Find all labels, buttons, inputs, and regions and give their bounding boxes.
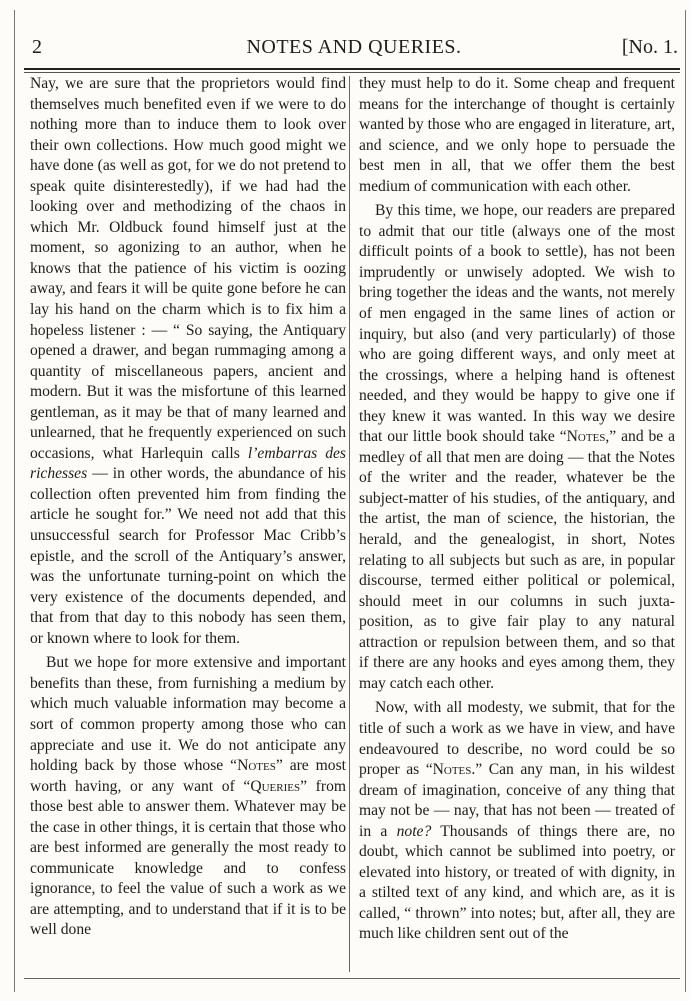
column-divider: [349, 76, 350, 972]
page-number: 2: [32, 36, 42, 58]
smallcaps-notes: Notes: [432, 761, 472, 779]
page-header: [28, 36, 680, 66]
right-paragraph-1: they must help to do it. Some cheap and frequent means for the interchange of thought is certainly wanted by those who are engaged in literature, art, and science, and we only hope to persuade the best men in all, that we offer them the best medium of communication with each other.: [359, 75, 675, 195]
right-column: [359, 74, 675, 964]
smallcaps-queries: Queries: [250, 777, 301, 795]
left-column: [30, 74, 346, 964]
smallcaps-notes: Notes: [237, 757, 276, 775]
footer-rule: [24, 978, 680, 979]
left-paragraph-2: But we hope for more extensive and important benefits than these, from furnishing a medium by which much valuable information may become a sort of common property among those who can appreciate and use it. We do not anticipate any holding back by those whose “Notes” are most worth having, or any want of “Queries” from those best able to answer them. Whatever may be the case in other things, it is certain that those who are best informed are generally the most ready to communicate knowledge and to confess ignorance, to feel the value of such a work as we are attempting, and to understand that if it is to be well done: [30, 654, 346, 939]
running-title: NOTES AND QUERIES.: [246, 36, 462, 58]
left-paragraph-1: Nay, we are sure that the proprietors would find themselves much benefited even if we were to do nothing more than to induce them to look over their own collections. How much good might we have done (as well as got, for we do not pretend to speak quite disinterestedly), if we had had the looking over and methodizing of the chaos in which Mr. Oldbuck found himself just at the moment, so agonizing to an author, when he knows that the patience of his victim is oozing away, and fears it will be quite gone before he can lay his hand on the charm which is to fix him a hopeless listener : — “ So saying, the Antiquary opened a drawer, and began rummaging among a quantity of miscellaneous papers, ancient and modern. But it was the misfortune of this learned gentleman, as it may be that of many learned and unlearned, that he frequently experienced on such occasions, what Harlequin calls l’embarras des richesses — in other words, the abundance of his collection often prevented him from finding the article he sought for.” We need not add that this unsuccessful search for Professor Mac Cribb’s epistle, and the scroll of the Antiquary’s answer, was the unfortunate turning-point on which the very existence of the documents depended, and that from that day to this nobody has seen them, or known where to look for them.: [30, 75, 346, 647]
smallcaps-notes: Notes: [566, 428, 606, 446]
header-rule: [24, 68, 680, 70]
italic-note: note?: [396, 822, 432, 840]
issue-number: [No. 1.: [621, 36, 678, 58]
header-rule-thin: [24, 72, 680, 73]
right-paragraph-3: Now, with all modesty, we submit, that for the title of such a work as we have in view, and have endeavoured to describe, no word could be so proper as “Notes.” Can any man, in his wildest dream of imagination, conceive of any thing that may not be — nay, that has not been — treated of in a note? Thousands of things there are, no doubt, which cannot be sublimed into poetry, or elevated into history, or treated of with dignity, in a stilted text of any kind, and which are, as it is called, “ thrown” into notes; but, after all, they are much like children sent out of the: [359, 699, 675, 943]
italic-phrase: l’embarras des richesses: [30, 444, 346, 483]
right-paragraph-2: By this time, we hope, our readers are prepared to admit that our title (always one of the most difficult points of a book to settle), has not been imprudently or unwisely adopted. We wish to bring together the ideas and the wants, not merely of men engaged in the same lines of action or inquiry, but also (and very particularly) of those who are going different ways, and only meet at the crossings, where a helping hand is oftenest needed, and they would be happy to give one if they knew it was wanted. In this way we desire that our little book should take “Notes,” and be a medley of all that men are doing — that the Notes of the writer and the reader, whatever be the subject-matter of his studies, of the antiquary, and the artist, the man of science, the historian, the herald, and the genealogist, in short, Notes relating to all subjects but such as are, in popular discourse, termed either political or polemical, should meet in our columns in such juxta-position, as to give fair play to any natural attraction or repulsion between them, and so that if there are any hooks and eyes among them, they may catch each other.: [359, 202, 675, 692]
